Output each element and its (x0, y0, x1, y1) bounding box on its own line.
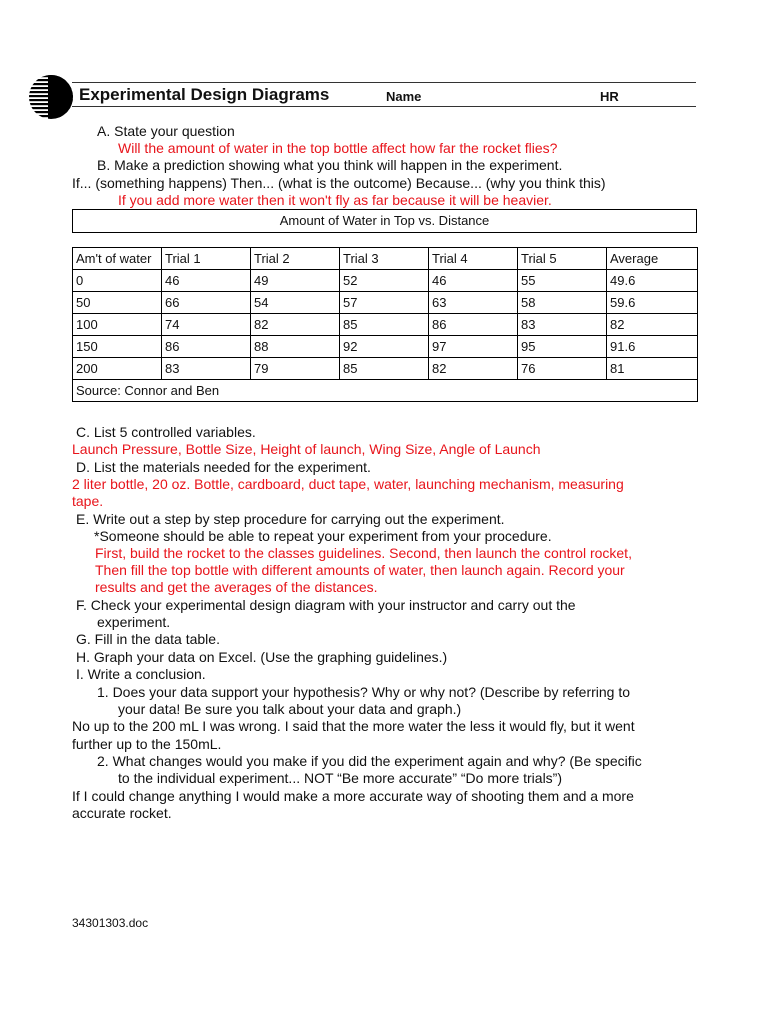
section-c-answer: Launch Pressure, Bottle Size, Height of launch, Wing Size, Angle of Launch (72, 441, 541, 457)
table-cell: 97 (429, 336, 518, 358)
table-header-cell: Trial 4 (429, 248, 518, 270)
table-cell: 85 (340, 314, 429, 336)
table-cell: 55 (518, 270, 607, 292)
section-f-label-line1: F. Check your experimental design diagram with your instructor and carry out the (76, 597, 576, 613)
section-i-a2-line2: accurate rocket. (72, 805, 172, 821)
section-e-note: *Someone should be able to repeat your experiment from your procedure. (94, 528, 552, 544)
table-header-row (73, 248, 698, 270)
table-cell: 88 (251, 336, 340, 358)
table-cell: 76 (518, 358, 607, 380)
section-i-q1-line2: your data! Be sure you talk about your data and graph.) (118, 701, 462, 717)
table-cell: 92 (340, 336, 429, 358)
header-top-rule (72, 82, 696, 83)
section-b-format: If... (something happens) Then... (what is the outcome) Because... (why you think this) (72, 175, 606, 191)
section-i-a2-line1: If I could change anything I would make a more accurate way of shooting them and a more (72, 788, 634, 804)
document-title: Experimental Design Diagrams (79, 85, 330, 104)
section-i-q2-line1: 2. What changes would you make if you did the experiment again and why? (Be specific (97, 753, 642, 769)
table-cell: 100 (73, 314, 162, 336)
table-cell: 86 (162, 336, 251, 358)
section-i-a1-line2: further up to the 150mL. (72, 736, 222, 752)
table-cell: 57 (340, 292, 429, 314)
section-b-label: B. Make a prediction showing what you think will happen in the experiment. (97, 157, 563, 173)
section-b-answer: If you add more water then it won't fly as far because it will be heavier. (118, 192, 552, 208)
table-header-cell: Average (607, 248, 698, 270)
section-a-answer: Will the amount of water in the top bottle affect how far the rocket flies? (118, 140, 558, 156)
table-header-cell: Trial 2 (251, 248, 340, 270)
table-cell: 50 (73, 292, 162, 314)
table-cell: 63 (429, 292, 518, 314)
section-d-label: D. List the materials needed for the experiment. (76, 459, 371, 475)
section-d-answer-line2: tape. (72, 493, 104, 509)
table-cell: 82 (429, 358, 518, 380)
section-g-label: G. Fill in the data table. (76, 631, 220, 647)
section-f-label-line2: experiment. (97, 614, 171, 630)
table-cell: 83 (518, 314, 607, 336)
table-cell: 79 (251, 358, 340, 380)
table-cell: 46 (162, 270, 251, 292)
table-header-cell: Trial 5 (518, 248, 607, 270)
section-i-label: I. Write a conclusion. (76, 666, 206, 682)
table-cell: 52 (340, 270, 429, 292)
table-cell: 85 (340, 358, 429, 380)
section-e-label: E. Write out a step by step procedure for carrying out the experiment. (76, 511, 505, 527)
table-cell: 150 (73, 336, 162, 358)
data-table (72, 247, 698, 402)
section-c-label: C. List 5 controlled variables. (76, 424, 256, 440)
table-header-cell: Trial 3 (340, 248, 429, 270)
table-row (73, 292, 698, 314)
section-a-label: A. State your question (97, 123, 235, 139)
table-cell: 86 (429, 314, 518, 336)
striped-globe-logo (26, 72, 76, 122)
name-label: Name (386, 89, 422, 104)
table-row (73, 336, 698, 358)
section-e-answer-line1: First, build the rocket to the classes guidelines. Second, then launch the control rocket, (95, 545, 632, 561)
table-cell: 200 (73, 358, 162, 380)
section-d-answer-line1: 2 liter bottle, 20 oz. Bottle, cardboard, duct tape, water, launching mechanism, measuring (72, 476, 624, 492)
table-cell: 81 (607, 358, 698, 380)
table-cell: 46 (429, 270, 518, 292)
table-cell: 0 (73, 270, 162, 292)
section-i-q2-line2: to the individual experiment... NOT “Be more accurate” “Do more trials”) (118, 770, 563, 786)
table-row (73, 314, 698, 336)
table-cell: 95 (518, 336, 607, 358)
hr-label: HR (600, 89, 619, 104)
table-cell: 59.6 (607, 292, 698, 314)
section-h-label: H. Graph your data on Excel. (Use the graphing guidelines.) (76, 649, 448, 665)
table-cell: 82 (251, 314, 340, 336)
table-source-row (73, 380, 698, 402)
header-bottom-rule (72, 106, 696, 107)
table-cell: 49 (251, 270, 340, 292)
table-cell: 82 (607, 314, 698, 336)
table-cell: 49.6 (607, 270, 698, 292)
footer-filename: 34301303.doc (72, 916, 149, 930)
table-cell: 54 (251, 292, 340, 314)
table-cell: 58 (518, 292, 607, 314)
table-cell: 91.6 (607, 336, 698, 358)
table-cell: 83 (162, 358, 251, 380)
table-cell: 74 (162, 314, 251, 336)
table-header-cell: Trial 1 (162, 248, 251, 270)
section-i-q1-line1: 1. Does your data support your hypothesis? Why or why not? (Describe by referring to (97, 684, 631, 700)
table-source: Source: Connor and Ben (73, 380, 698, 402)
section-i-a1-line1: No up to the 200 mL I was wrong. I said that the more water the less it would fly, but it went (72, 718, 635, 734)
section-e-answer-line2: Then fill the top bottle with different amounts of water, then launch again. Record your (95, 562, 625, 578)
table-header-cell: Am't of water (73, 248, 162, 270)
table-row (73, 270, 698, 292)
section-e-answer-line3: results and get the averages of the distances. (95, 579, 378, 595)
table-title: Amount of Water in Top vs. Distance (72, 209, 697, 233)
table-row (73, 358, 698, 380)
table-cell: 66 (162, 292, 251, 314)
